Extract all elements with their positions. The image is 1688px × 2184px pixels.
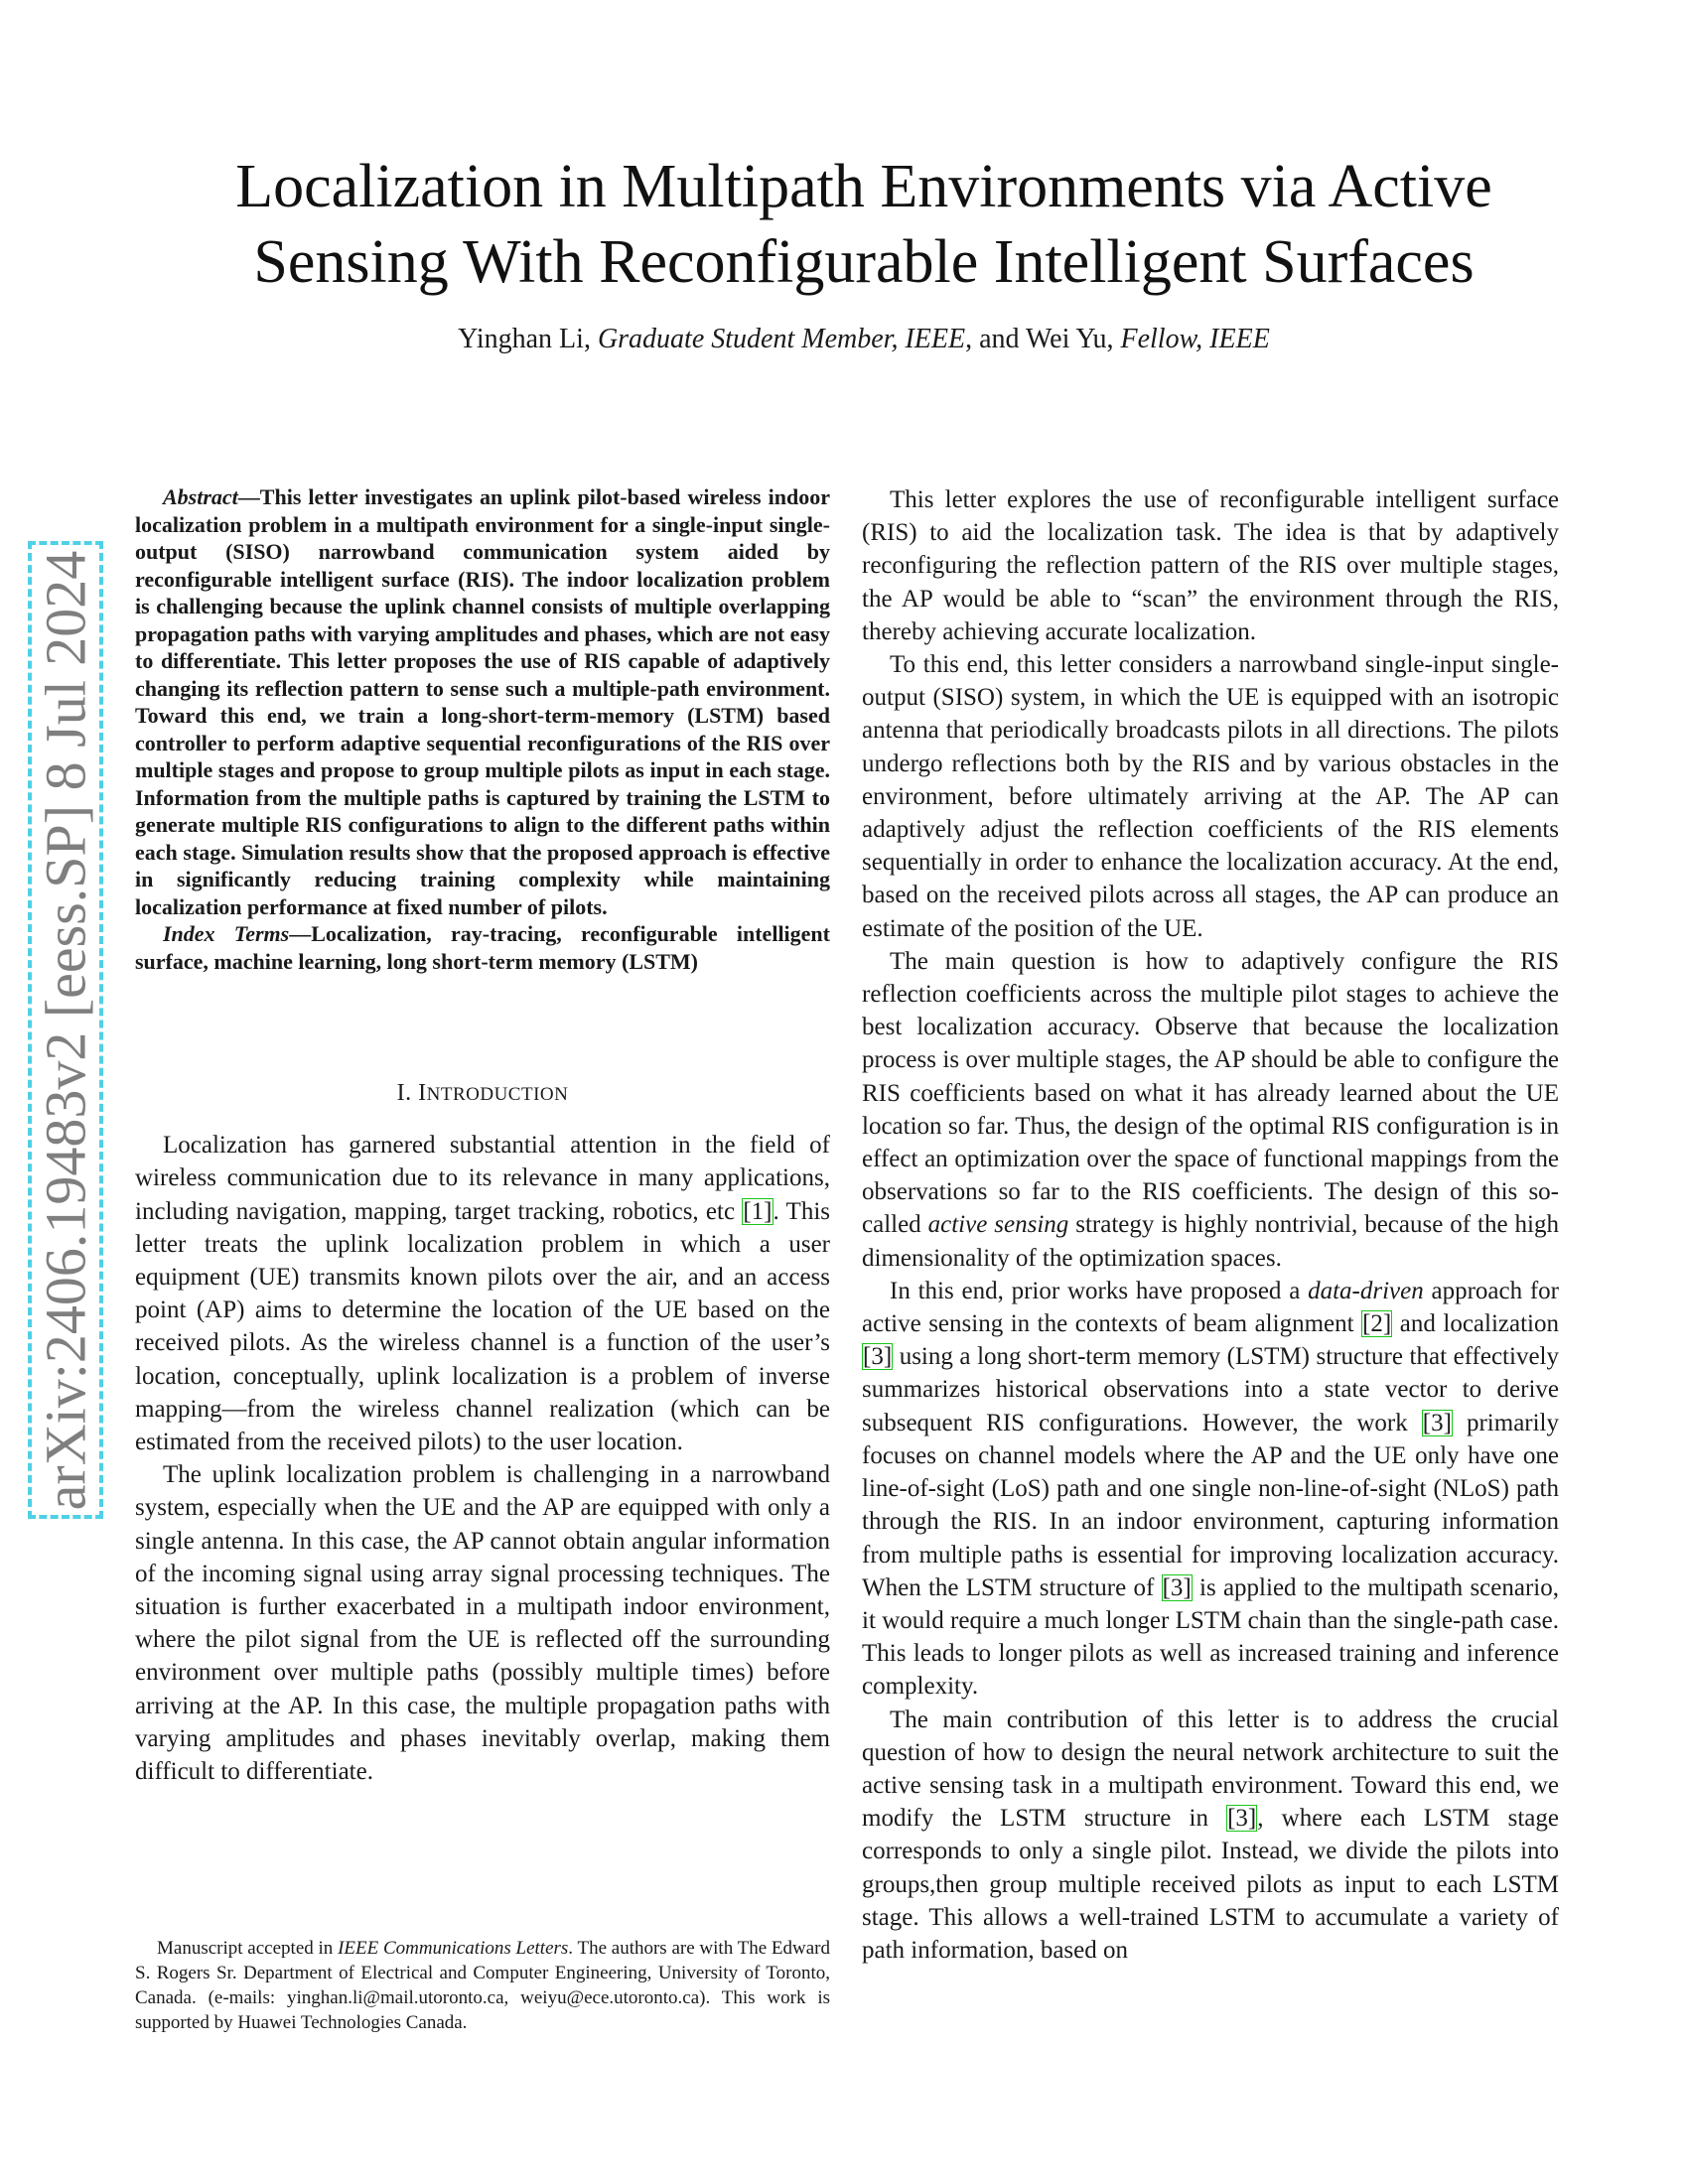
body-paragraph-5: The main contribution of this letter is to address the crucial question of how to design the neural network architecture to suit the active sensing task in a multipath environment. Toward this end, we modify the LSTM structure in [3], where each LSTM stage corresponds to only a single pilot. Instead, we divide the pilots into groups,then group multiple received pilots as input to each LSTM stage. This allows a well-trained LSTM to accumulate a variety of path information, based on: [862, 1706, 1559, 1964]
author-line: [119, 324, 1609, 355]
author-1-role: Graduate Student Member, IEEE: [597, 324, 966, 354]
citation-link[interactable]: [3]: [1227, 1805, 1257, 1833]
author-2: , and Wei Yu,: [965, 324, 1121, 354]
arxiv-id: arXiv:2406.19483v2 [eess.SP] 8 Jul 2024: [33, 550, 98, 1511]
intro-paragraph-2: The uplink localization problem is challenging in a narrowband system, especially when the UE and the AP are equipped with only a single antenna. In this case, the AP cannot obtain angular information of the incoming signal using array signal processing techniques. The situation is further exacerbated in a multipath indoor environment, where the pilot signal from the UE is reflected off the surrounding environment over multiple paths (possibly multiple times) before arriving at the AP. In this case, the multiple propagation paths with varying amplitudes and phases inevitably overlap, making them difficult to differentiate.: [135, 1461, 830, 1786]
left-column: [135, 483, 830, 1788]
section-heading-introduction: I. INTRODUCTION: [396, 1080, 569, 1106]
abstract-text: —This letter investigates an uplink pilot-based wireless indoor localization problem in a multipath environment for a single-input single-output (SISO) narrowband communication system aided by reconfigurable intelligent surface (RIS). The indoor localization problem is challenging because the uplink channel consists of multiple overlapping propagation paths with varying amplitudes and phases, which are not easy to differentiate. This letter proposes the use of RIS capable of adaptively changing its reflection pattern to sense such a multiple-path environment. Toward this end, we train a long-short-term-memory (LSTM) based controller to perform adaptive sequential reconfigurations of the RIS over multiple stages and propose to group multiple pilots as input in each stage. Information from the multiple paths is captured by training the LSTM to generate multiple RIS configurations to align to the different paths within each stage. Simulation results show that the proposed approach is effective in significantly reducing training complexity while maintaining localization performance at fixed number of pilots.: [135, 484, 830, 919]
citation-link[interactable]: [1]: [743, 1197, 773, 1225]
author-2-role: Fellow, IEEE: [1120, 324, 1270, 354]
title-line-2: Sensing With Reconfigurable Intelligent Surfaces: [253, 228, 1475, 296]
citation-link[interactable]: [3]: [863, 1343, 893, 1371]
journal-name: IEEE Communications Letters: [338, 1938, 569, 1959]
title-line-1: Localization in Multipath Environments via Active: [235, 153, 1492, 220]
body-paragraph-3: The main question is how to adaptively configure the RIS reflection coefficients across the multiple pilot stages to achieve the best localization accuracy. Observe that because the localization process is over multiple stages, the AP should be able to configure the RIS coefficients based on what it has already learned about the UE location so far. Thus, the design of the optimal RIS configuration is in effect an optimization over the space of functional mappings from the observations so far to the RIS coefficients. The design of this so-called active sensing strategy is highly nontrivial, because of the high dimensionality of the optimization spaces.: [862, 947, 1559, 1272]
footnote: Manuscript accepted in IEEE Communications Letters. The authors are with The Edward S. Rogers Sr. Department of Electrical and Computer Engineering, University of Toronto, Canada. (e-mails: yinghan.li@mail.utoronto.ca, weiyu@ece.utoronto.ca). This work is supported by Huawei Technologies Canada.: [135, 1938, 831, 2033]
citation-link[interactable]: [3]: [1422, 1409, 1452, 1436]
body-paragraph-4: In this end, prior works have proposed a data-driven approach for active sensing in the contexts of beam alignment [2] and localization [3] using a long short-term memory (LSTM) structure that effectively summarizes historical observations into a state vector to derive subsequent RIS configurations. However, the work [3] primarily focuses on channel models where the AP and the UE only have one line-of-sight (LoS) path and one single non-line-of-sight (NLoS) path through the RIS. In an indoor environment, capturing information from multiple paths is essential for improving localization accuracy. When the LSTM structure of [3] is applied to the multipath scenario, it would require a much longer LSTM chain than the single-path case. This leads to longer pilots as well as increased training and inference complexity.: [862, 1277, 1560, 1701]
body-paragraph-1: This letter explores the use of reconfigurable intelligent surface (RIS) to aid the localization task. The idea is that by adaptively reconfiguring the reflection pattern of the RIS over multiple stages, the AP would be able to “scan” the environment through the RIS, thereby achieving accurate localization.: [862, 486, 1559, 645]
index-terms: [135, 920, 830, 975]
author-1: Yinghan Li,: [458, 324, 598, 354]
intro-paragraph-1: Localization has garnered substantial attention in the field of wireless communication due to its relevance in many applications, including navigation, mapping, target tracking, robotics, etc [1]. This letter treats the uplink localization problem in which a user equipment (UE) transmits known pilots over the air, and an access point (AP) aims to determine the location of the UE based on the received pilots. As the wireless channel is a function of the user’s location, conceptually, uplink localization is a problem of inverse mapping—from the wireless channel realization (which can be estimated from the received pilots) to the user location.: [135, 1132, 831, 1456]
abstract: [135, 483, 830, 920]
abstract-label: Abstract: [163, 484, 238, 509]
index-terms-label: Index Terms: [163, 921, 290, 946]
index-terms-text: —Localization, ray-tracing, reconfigurable intelligent surface, machine learning, long short-term memory (LSTM): [135, 921, 830, 974]
citation-link[interactable]: [3]: [1162, 1573, 1192, 1601]
citation-link[interactable]: [2]: [1362, 1310, 1392, 1338]
right-column: [862, 483, 1559, 1967]
paper-title: [119, 149, 1609, 300]
body-paragraph-2: To this end, this letter considers a narrowband single-input single-output (SISO) system, in which the UE is equipped with an isotropic antenna that periodically broadcasts pilots in all directions. The pilots undergo reflections both by the RIS and by various obstacles in the environment, before ultimately arriving at the AP. The AP can adaptively adjust the reflection coefficients of the RIS elements sequentially in order to enhance the localization accuracy. At the end, based on the received pilots across all stages, the AP can produce an estimate of the position of the UE.: [862, 651, 1559, 942]
